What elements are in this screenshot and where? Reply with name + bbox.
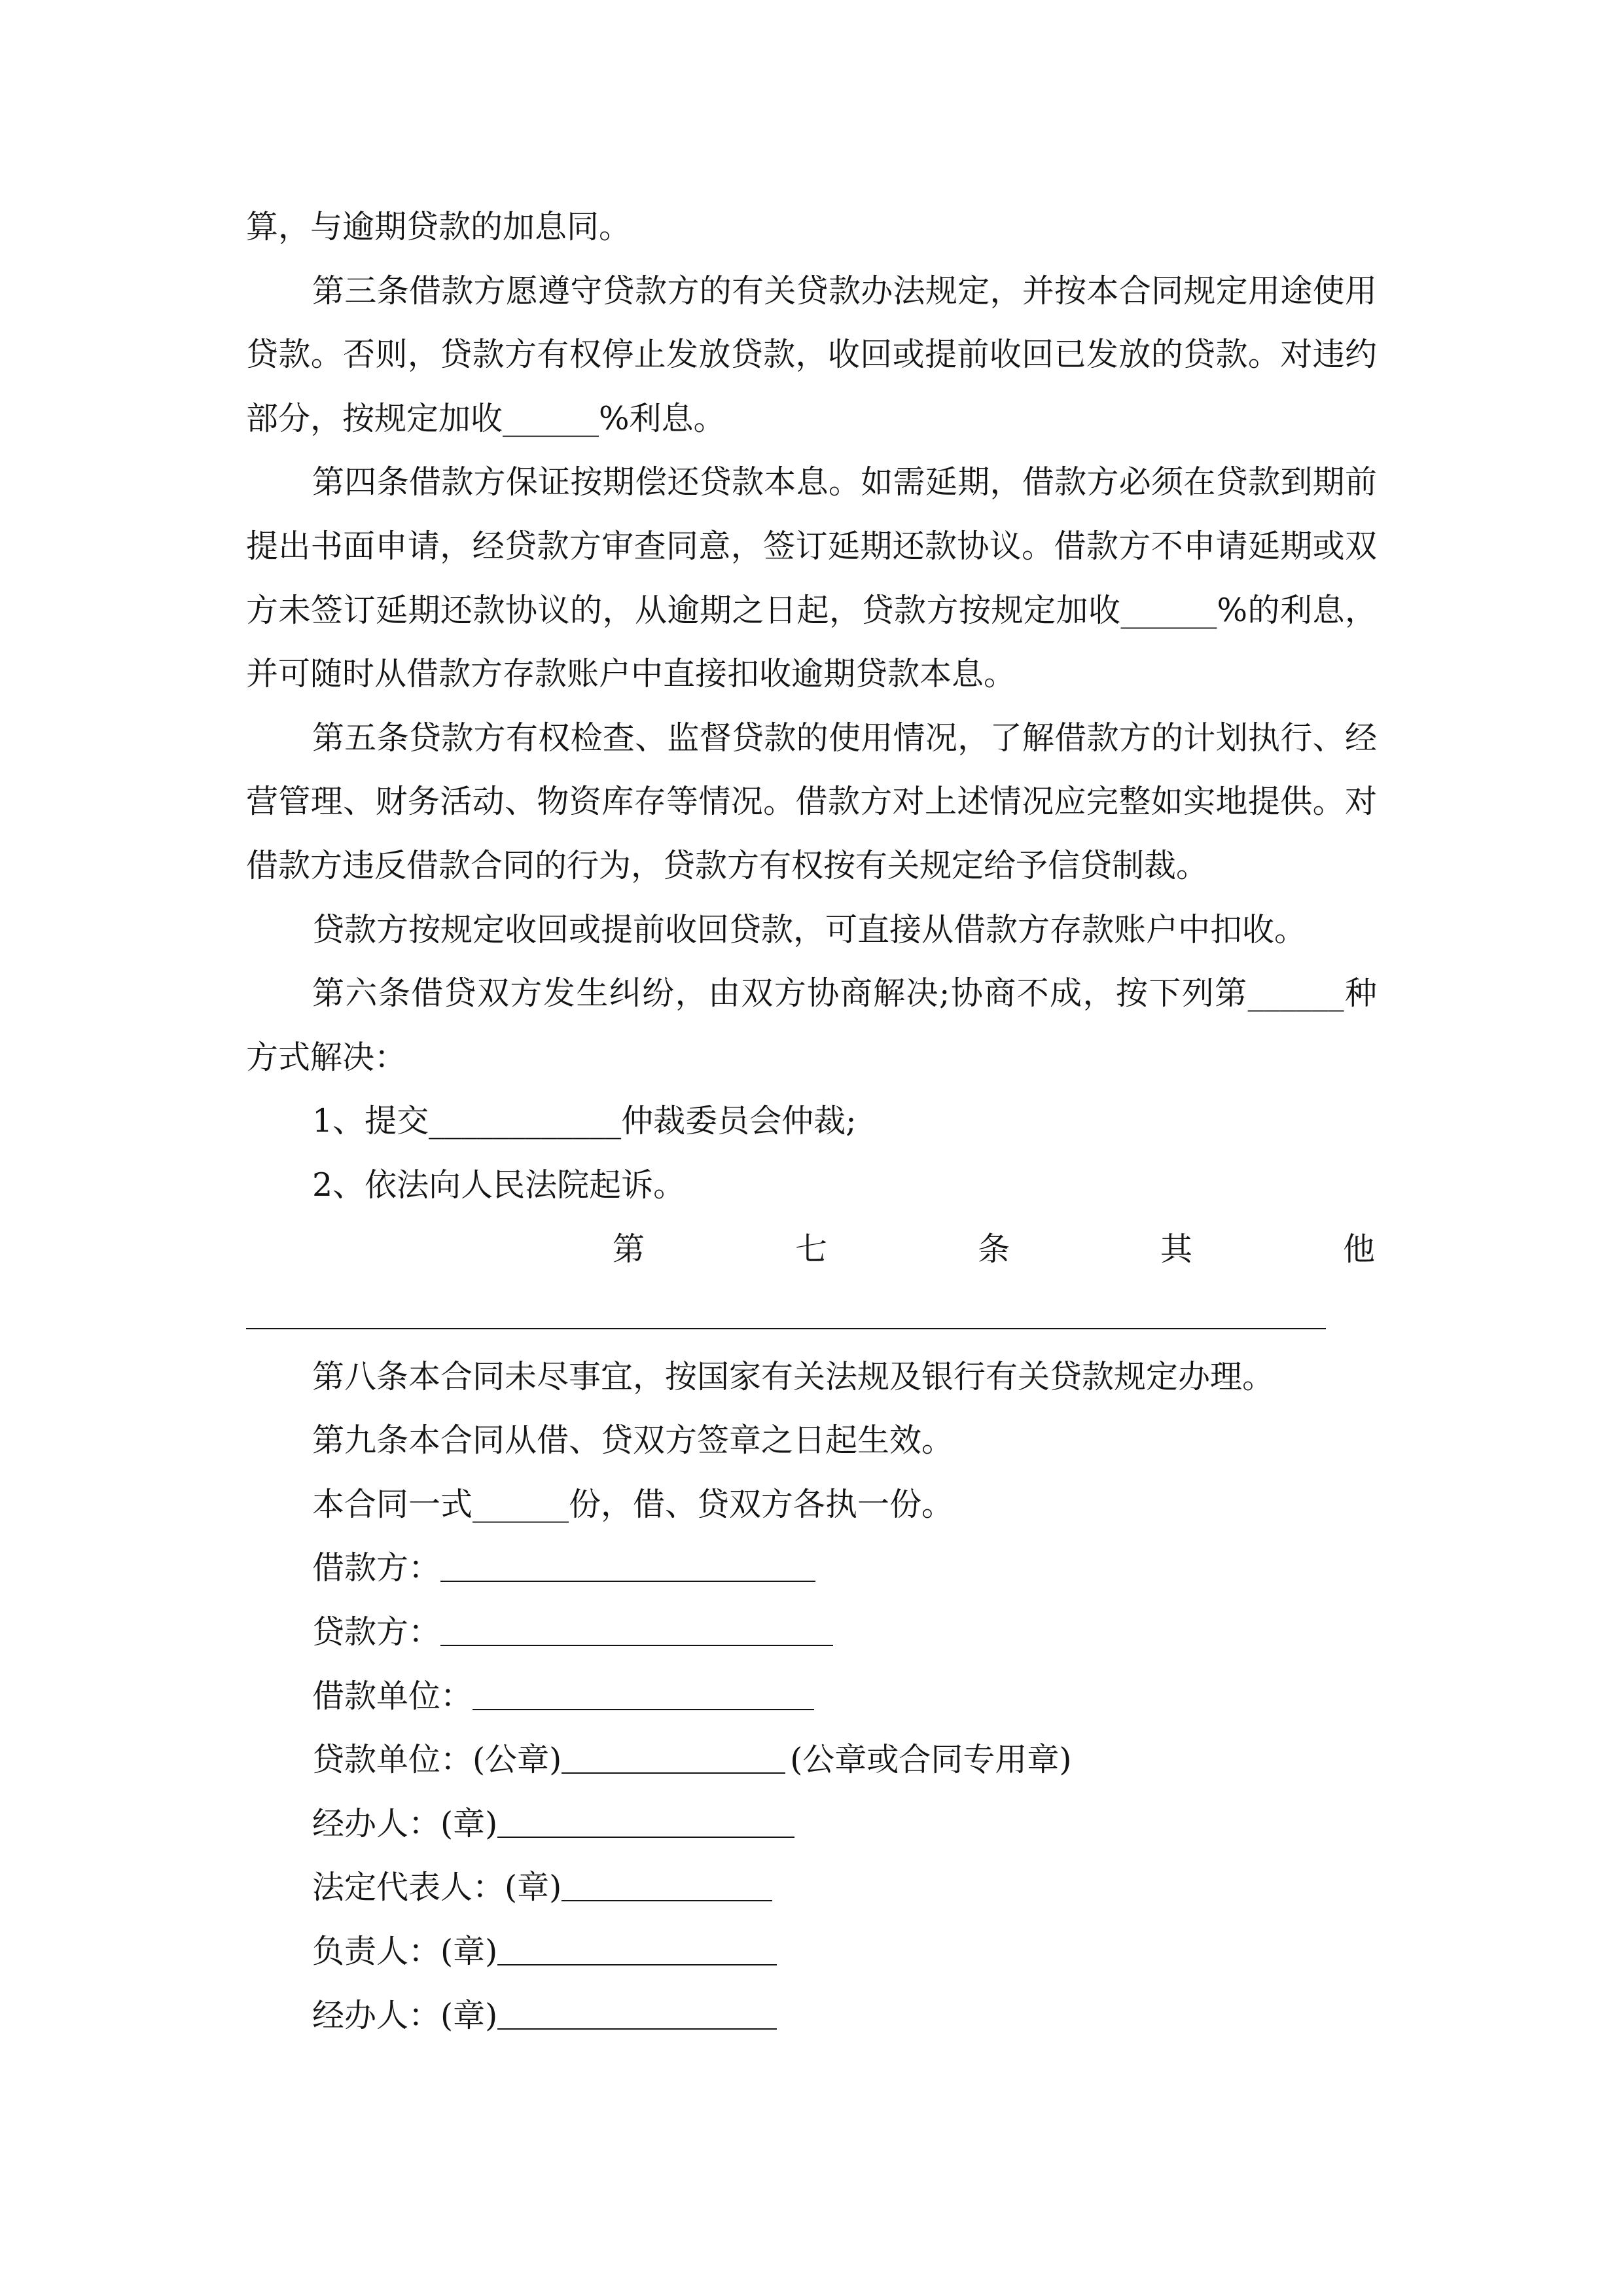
- article2-tail-line: 算，与逾期贷款的加息同。: [246, 208, 632, 245]
- article5-line-1: 第五条贷款方有权检查、监督贷款的使用情况，了解借款方的计划执行、经: [312, 719, 1377, 757]
- signature-handler-2-label: 经办人：(章): [312, 1996, 498, 2034]
- signature-borrower-blank: [440, 1580, 815, 1582]
- signature-legal-rep: [246, 1856, 1377, 1920]
- article6-option-2: 2、依法向人民法院起诉。: [312, 1166, 686, 1204]
- article3-line-2: 贷款。否则，贷款方有权停止发放贷款，收回或提前收回已发放的贷款。对违约: [246, 336, 1377, 374]
- signature-handler-2-blank: [497, 2028, 777, 2030]
- article5-line-2: 营管理、财务活动、物资库存等情况。借款方对上述情况应完整如实地提供。对: [246, 783, 1377, 821]
- article7-heading: 第七条其他: [613, 1230, 1526, 1268]
- signature-handler-1-label: 经办人：(章): [312, 1804, 498, 1842]
- article6-line-2: 方式解决：: [246, 1038, 407, 1076]
- signature-lender-unit-suffix: (公章或合同专用章): [790, 1741, 1072, 1779]
- article8-line: 第八条本合同未尽事宜，按国家有关法规及银行有关贷款规定办理。: [312, 1357, 1275, 1395]
- signature-handler-1-blank: [497, 1836, 794, 1838]
- signature-responsible: [246, 1920, 1377, 1984]
- article7-blank-line: [246, 1281, 1377, 1345]
- signature-borrower-unit: [246, 1664, 1377, 1729]
- article6-option-1: 1、提交____________仲裁委员会仲裁;: [312, 1102, 857, 1140]
- signature-handler-1: [246, 1792, 1377, 1856]
- signature-legal-rep-label: 法定代表人：(章): [312, 1869, 562, 1907]
- signature-responsible-blank: [497, 1964, 777, 1965]
- signature-lender-unit-blank: [562, 1772, 785, 1774]
- copies-line: 本合同一式______份，借、贷双方各执一份。: [312, 1485, 954, 1523]
- article3-line-3: 部分，按规定加收______%利息。: [246, 399, 726, 437]
- signature-borrower-unit-label: 借款单位：: [312, 1677, 473, 1715]
- article7-blank-rule: [246, 1328, 1326, 1329]
- article4-line-3: 方未签订延期还款协议的，从逾期之日起，贷款方按规定加收______%的利息，: [246, 591, 1377, 629]
- article3-line-1: 第三条借款方愿遵守贷款方的有关贷款办法规定，并按本合同规定用途使用: [312, 272, 1377, 310]
- signature-lender: [246, 1600, 1377, 1664]
- signature-borrower-unit-blank: [473, 1708, 814, 1710]
- signature-borrower: [246, 1536, 1377, 1600]
- article9-line: 第九条本合同从借、贷双方签章之日起生效。: [312, 1422, 954, 1460]
- article5-collection-line: 贷款方按规定收回或提前收回贷款，可直接从借款方存款账户中扣收。: [312, 910, 1307, 948]
- article4-line-2: 提出书面申请，经贷款方审查同意，签订延期还款协议。借款方不申请延期或双: [246, 527, 1377, 565]
- article5-line-3: 借款方违反借款合同的行为，贷款方有权按有关规定给予信贷制裁。: [246, 846, 1209, 884]
- signature-handler-2: [246, 1984, 1377, 2048]
- signature-lender-label: 贷款方：: [312, 1613, 441, 1651]
- signature-borrower-label: 借款方：: [312, 1549, 441, 1587]
- signature-legal-rep-blank: [562, 1899, 772, 1901]
- signature-lender-unit-label: 贷款单位：(公章): [312, 1741, 562, 1779]
- article6-line-1: 第六条借贷双方发生纠纷，由双方协商解决;协商不成，按下列第______种: [312, 975, 1377, 1013]
- signature-lender-blank: [440, 1644, 833, 1646]
- signature-responsible-label: 负责人：(章): [312, 1933, 498, 1971]
- contract-body: [246, 195, 1526, 2047]
- signature-lender-unit: [246, 1728, 1377, 1792]
- article4-line-4: 并可随时从借款方存款账户中直接扣收逾期贷款本息。: [246, 655, 1016, 693]
- article4-line-1: 第四条借款方保证按期偿还贷款本息。如需延期，借款方必须在贷款到期前: [312, 463, 1377, 501]
